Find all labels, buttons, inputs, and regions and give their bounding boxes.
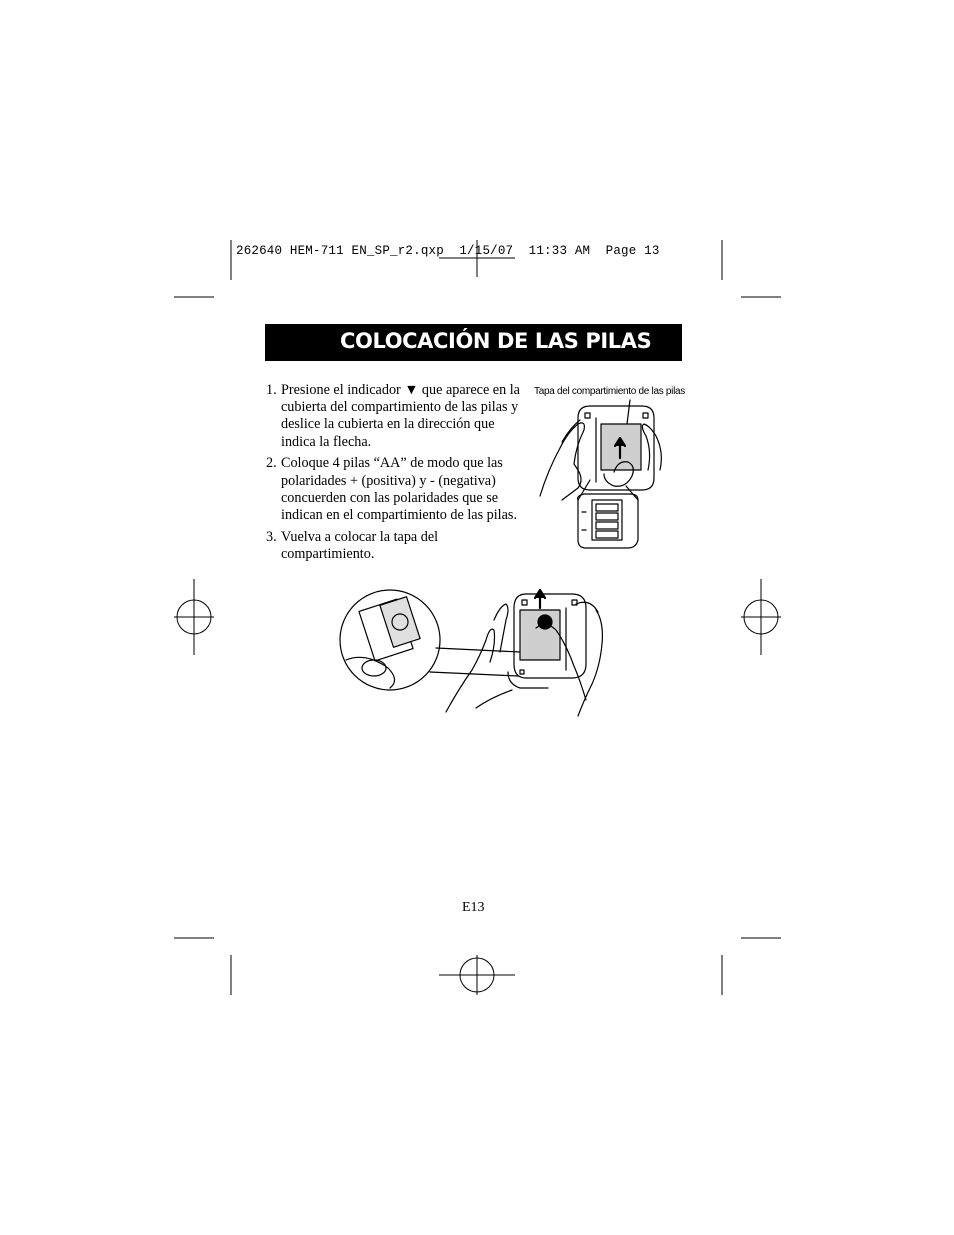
print-slug-line: 262640 HEM-711 EN_SP_r2.qxp 1/15/07 11:33 AM Page 13 [236,244,660,258]
step-number: 1. [266,382,277,398]
step-text: Coloque 4 pilas “AA” de modo que las polaridades + (positiva) y - (negativa) concuerden con las polaridades que se indican en el compartimiento de las pilas. [281,455,517,523]
step-text: que aparece en la cubierta del compartimiento de las pilas y deslice la cubierta en la dirección que indica la flecha. [281,382,520,450]
step-text: Vuelva a colocar la tapa del compartimiento. [281,528,439,562]
step-text: Presione el indicador [281,382,405,398]
section-title: COLOCACIÓN DE LAS PILAS [340,329,652,353]
down-triangle-icon: ▼ [404,382,419,398]
battery-cover-callout-label: Tapa del compartimiento de las pilas [534,386,685,397]
page-number: E13 [462,900,485,915]
step-number: 3. [266,528,277,545]
step-number: 2. [266,455,277,472]
